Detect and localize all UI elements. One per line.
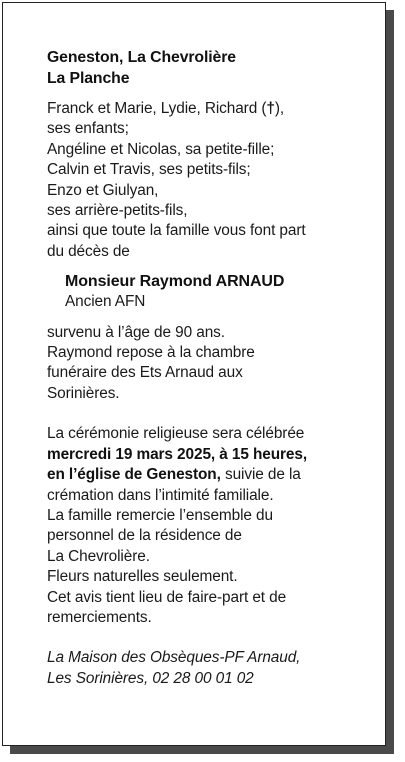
deceased-name: Monsieur Raymond ARNAUD xyxy=(65,273,285,291)
family-line: ses arrière-petits-fils, xyxy=(47,202,188,220)
ceremony-line: La famille remercie l’ensemble du xyxy=(47,506,273,524)
family-line: Angéline et Nicolas, sa petite-fille; xyxy=(47,140,275,158)
dagger-icon: † xyxy=(266,100,275,117)
deceased-title: Ancien AFN xyxy=(65,293,146,311)
family-line: ainsi que toute la famille vous font part xyxy=(47,222,306,240)
obituary-notice xyxy=(2,2,386,746)
family-announcement xyxy=(47,99,367,262)
funeral-home-signature xyxy=(47,648,367,689)
ceremony-info xyxy=(47,424,367,628)
notice-heading xyxy=(47,47,367,89)
ceremony-place-line xyxy=(47,465,367,485)
family-line: du décès de xyxy=(47,242,130,260)
ceremony-line: remerciements. xyxy=(47,608,152,626)
family-children-suffix: ), xyxy=(274,100,285,117)
details-line: Raymond repose à la chambre xyxy=(47,344,255,362)
details-line: survenu à l’âge de 90 ans. xyxy=(47,323,225,341)
ceremony-line: Cet avis tient lieu de faire-part et de xyxy=(47,588,287,606)
ceremony-line: personnel de la résidence de xyxy=(47,527,242,545)
details-line: funéraire des Ets Arnaud aux xyxy=(47,364,243,382)
ceremony-place: en l’église de Geneston, xyxy=(47,466,221,484)
ceremony-place-after: suivie de la xyxy=(220,466,301,484)
heading-location: Geneston, La Chevrolière xyxy=(47,49,236,66)
ceremony-line: crémation dans l’intimité familiale. xyxy=(47,486,274,504)
notice-content xyxy=(47,47,367,689)
ceremony-date-time: mercredi 19 mars 2025, à 15 heures, xyxy=(47,445,308,463)
family-line: ses enfants; xyxy=(47,120,129,138)
death-details xyxy=(47,323,367,405)
family-children-line xyxy=(47,99,367,119)
ceremony-intro: La cérémonie religieuse sera célébrée xyxy=(47,425,305,443)
deceased-block xyxy=(47,271,367,312)
family-line: Enzo et Giulyan, xyxy=(47,181,159,199)
family-line: Calvin et Travis, ses petits-fils; xyxy=(47,161,251,179)
family-children-text: Franck et Marie, Lydie, Richard ( xyxy=(47,100,267,117)
ceremony-line: La Chevrolière. xyxy=(47,547,150,565)
funeral-home-contact: Les Sorinières, 02 28 00 01 02 xyxy=(47,669,254,687)
heading-locality: La Planche xyxy=(47,70,130,87)
ceremony-line: Fleurs naturelles seulement. xyxy=(47,568,238,586)
details-line: Sorinières. xyxy=(47,384,120,402)
funeral-home-name: La Maison des Obsèques-PF Arnaud, xyxy=(47,649,301,667)
